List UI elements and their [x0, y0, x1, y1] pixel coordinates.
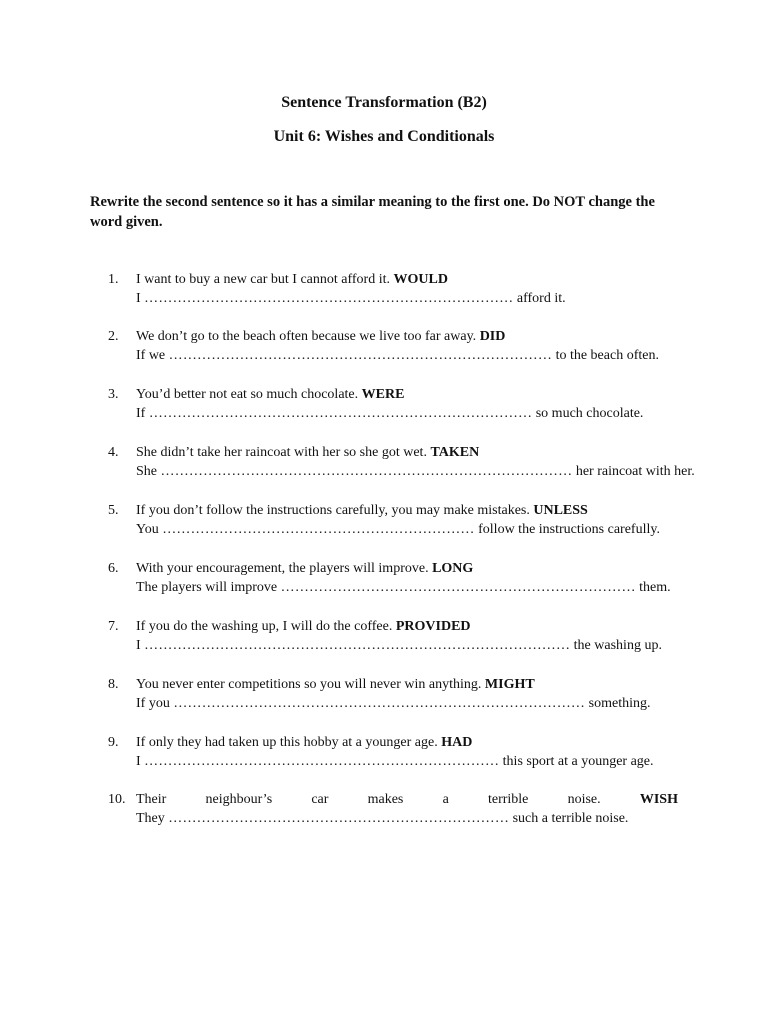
sentence-text: I want to buy a new car but I cannot afford it.	[136, 272, 390, 287]
answer-end: them.	[639, 580, 671, 595]
answer-blank[interactable]: ………………………………………………………………………	[148, 406, 533, 421]
question-sentence	[136, 327, 678, 346]
question-10	[108, 790, 688, 828]
answer-line	[136, 404, 678, 423]
answer-line	[136, 346, 678, 365]
answer-end: so much chocolate.	[535, 406, 644, 421]
question-sentence	[136, 501, 678, 520]
question-number: 1.	[108, 272, 119, 287]
answer-end: afford it.	[516, 291, 566, 306]
question-sentence	[136, 790, 678, 809]
sentence-word: terrible	[487, 792, 529, 807]
answer-line	[136, 578, 678, 597]
answer-end: such a terrible noise.	[512, 811, 629, 826]
keyword: WERE	[361, 387, 405, 402]
answer-start: If you	[136, 696, 170, 711]
question-6	[108, 559, 688, 597]
answer-blank[interactable]: ……………………………………………………………………………	[173, 696, 586, 711]
answer-blank[interactable]: …………………………………………………………………	[144, 754, 500, 769]
answer-start: She	[136, 464, 157, 479]
sentence-text: If you don’t follow the instructions carefully, you may make mistakes.	[136, 503, 530, 518]
question-sentence	[136, 733, 678, 752]
question-sentence	[136, 443, 678, 462]
answer-line	[136, 636, 678, 655]
answer-start: I	[136, 754, 141, 769]
page-subtitle: Unit 6: Wishes and Conditionals	[273, 128, 495, 145]
question-4	[108, 443, 695, 481]
question-number: 10.	[108, 792, 126, 807]
question-1	[108, 270, 688, 308]
sentence-text: You’d better not eat so much chocolate.	[136, 387, 359, 402]
sentence-word: car	[311, 792, 329, 807]
answer-line	[136, 462, 695, 481]
keyword: TAKEN	[430, 445, 480, 460]
answer-line	[136, 752, 678, 771]
question-number: 4.	[108, 445, 119, 460]
answer-start: I	[136, 638, 141, 653]
answer-start: The players will improve	[136, 580, 278, 595]
sentence-word: makes	[367, 792, 404, 807]
answer-blank[interactable]: …………………………………………………………………	[280, 580, 636, 595]
answer-start: If	[136, 406, 146, 421]
question-number: 2.	[108, 329, 119, 344]
keyword: DID	[479, 329, 506, 344]
keyword: PROVIDED	[395, 619, 471, 634]
question-sentence	[136, 270, 678, 289]
answer-blank[interactable]: ………………………………………………………………………………	[144, 638, 571, 653]
answer-line	[136, 289, 678, 308]
instructions: Rewrite the second sentence so it has a similar meaning to the first one. Do NOT change the word given.	[90, 194, 655, 230]
answer-line	[136, 694, 678, 713]
question-number: 5.	[108, 503, 119, 518]
keyword: WISH	[639, 792, 678, 807]
answer-blank[interactable]: ……………………………………………………………………………	[160, 464, 573, 479]
sentence-text: If only they had taken up this hobby at a younger age.	[136, 735, 438, 750]
answer-blank[interactable]: ………………………………………………………………	[168, 811, 510, 826]
answer-start: I	[136, 291, 141, 306]
answer-end: something.	[588, 696, 651, 711]
question-3	[108, 385, 688, 423]
keyword: LONG	[432, 561, 474, 576]
question-number: 6.	[108, 561, 119, 576]
answer-line	[136, 809, 678, 828]
sentence-word: noise.	[567, 792, 601, 807]
sentence-word: neighbour’s	[205, 792, 273, 807]
page-title: Sentence Transformation (B2)	[281, 94, 487, 111]
answer-blank[interactable]: …………………………………………………………	[162, 522, 475, 537]
question-number: 8.	[108, 677, 119, 692]
answer-blank[interactable]: ……………………………………………………………………	[144, 291, 514, 306]
answer-line	[136, 520, 678, 539]
answer-end: the washing up.	[573, 638, 662, 653]
question-sentence	[136, 617, 678, 636]
sentence-text: She didn’t take her raincoat with her so she got wet.	[136, 445, 427, 460]
answer-start: If we	[136, 348, 166, 363]
question-number: 7.	[108, 619, 119, 634]
keyword: HAD	[441, 735, 473, 750]
sentence-word: Their	[136, 792, 167, 807]
answer-end: follow the instructions carefully.	[478, 522, 660, 537]
answer-start: They	[136, 811, 165, 826]
question-8	[108, 675, 688, 713]
sentence-text: You never enter competitions so you will never win anything.	[136, 677, 482, 692]
keyword: WOULD	[393, 272, 448, 287]
question-9	[108, 733, 688, 771]
answer-end: her raincoat with her.	[575, 464, 695, 479]
question-sentence	[136, 675, 678, 694]
question-sentence	[136, 559, 678, 578]
question-7	[108, 617, 688, 655]
answer-blank[interactable]: ………………………………………………………………………	[168, 348, 553, 363]
answer-start: You	[136, 522, 159, 537]
question-5	[108, 501, 688, 539]
question-sentence	[136, 385, 678, 404]
sentence-text: If you do the washing up, I will do the coffee.	[136, 619, 393, 634]
answer-end: to the beach often.	[555, 348, 659, 363]
keyword: UNLESS	[533, 503, 588, 518]
keyword: MIGHT	[484, 677, 535, 692]
question-number: 3.	[108, 387, 119, 402]
sentence-text: With your encouragement, the players will improve.	[136, 561, 429, 576]
question-2	[108, 327, 688, 365]
answer-end: this sport at a younger age.	[502, 754, 654, 769]
sentence-text: We don’t go to the beach often because we live too far away.	[136, 329, 477, 344]
sentence-word: a	[442, 792, 449, 807]
question-number: 9.	[108, 735, 119, 750]
